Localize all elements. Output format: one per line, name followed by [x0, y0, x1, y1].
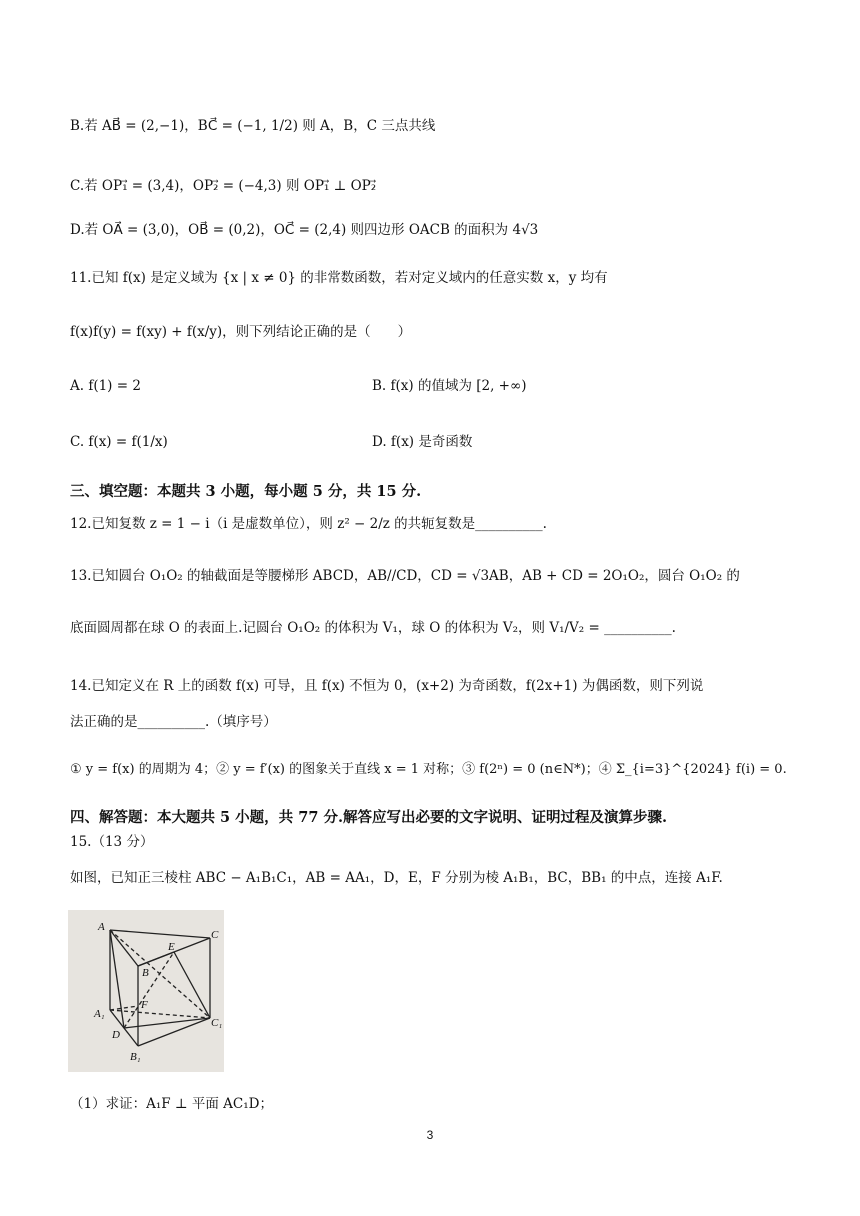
question-11-option-d: D. f(x) 是奇函数 [372, 434, 473, 450]
label-B1: B₁ [130, 1051, 141, 1063]
label-E: E [168, 941, 175, 953]
question-11-stem: 11.已知 f(x) 是定义域为 {x | x ≠ 0} 的非常数函数，若对定义域内的任意实数 x，y 均有 [70, 270, 608, 286]
question-14-options: ① y = f(x) 的周期为 4；② y = f′(x) 的图象关于直线 x = 1 对称；③ f(2ⁿ) = 0 (n∈N*)；④ Σ_{i=3}^{2024} f(i) = 0. [70, 762, 787, 777]
label-A: A [98, 921, 105, 933]
question-12: 12.已知复数 z = 1 − i（i 是虚数单位），则 z² − 2/z 的共轭复数是__________. [70, 516, 547, 532]
question-11-equation: f(x)f(y) = f(xy) + f(x/y)，则下列结论正确的是（ ） [70, 324, 412, 340]
option-b: B.若 AB⃗ = (2,−1)，BC⃗ = (−1, 1/2) 则 A，B，C 三点共线 [70, 118, 436, 134]
question-11-option-a: A. f(1) = 2 [70, 378, 141, 394]
prism-diagram [68, 910, 224, 1072]
label-C1: C₁ [211, 1017, 223, 1029]
question-13-line2: 底面圆周都在球 O 的表面上.记圆台 O₁O₂ 的体积为 V₁，球 O 的体积为 V₂，则 V₁/V₂ = __________. [70, 620, 676, 636]
section-4-heading: 四、解答题：本大题共 5 小题，共 77 分.解答应写出必要的文字说明、证明过程及演算步骤. [70, 809, 668, 826]
question-11-option-b: B. f(x) 的值域为 [2, +∞) [372, 378, 527, 394]
label-C: C [211, 929, 219, 941]
prism-figure [68, 910, 224, 1072]
option-c: C.若 OP₁⃗ = (3,4)，OP₂⃗ = (−4,3) 则 OP₁⃗ ⊥ OP₂⃗ [70, 178, 377, 194]
question-14-line2: 法正确的是__________.（填序号） [70, 714, 277, 730]
section-3-heading: 三、填空题：本题共 3 小题，每小题 5 分，共 15 分. [70, 483, 422, 500]
label-A1: A₁ [94, 1008, 105, 1020]
question-13-line1: 13.已知圆台 O₁O₂ 的轴截面是等腰梯形 ABCD，AB//CD，CD = √3AB，AB + CD = 2O₁O₂，圆台 O₁O₂ 的 [70, 568, 740, 584]
question-15-part-1: （1）求证：A₁F ⊥ 平面 AC₁D； [70, 1096, 274, 1112]
label-D: D [112, 1029, 120, 1041]
option-d: D.若 OA⃗ = (3,0)，OB⃗ = (0,2)，OC⃗ = (2,4) 则四边形 OACB 的面积为 4√3 [70, 222, 539, 238]
page-number: 3 [426, 1128, 434, 1142]
question-15-text: 如图，已知正三棱柱 ABC − A₁B₁C₁，AB = AA₁，D，E，F 分别为棱 A₁B₁，BC，BB₁ 的中点，连接 A₁F. [70, 870, 723, 886]
label-B: B [142, 967, 149, 979]
question-15-heading: 15.（13 分） [70, 834, 154, 850]
question-11-option-c: C. f(x) = f(1/x) [70, 434, 168, 450]
label-F: F [141, 999, 148, 1011]
question-14-line1: 14.已知定义在 R 上的函数 f(x) 可导，且 f(x) 不恒为 0，(x+2) 为奇函数，f(2x+1) 为偶函数，则下列说 [70, 678, 704, 694]
